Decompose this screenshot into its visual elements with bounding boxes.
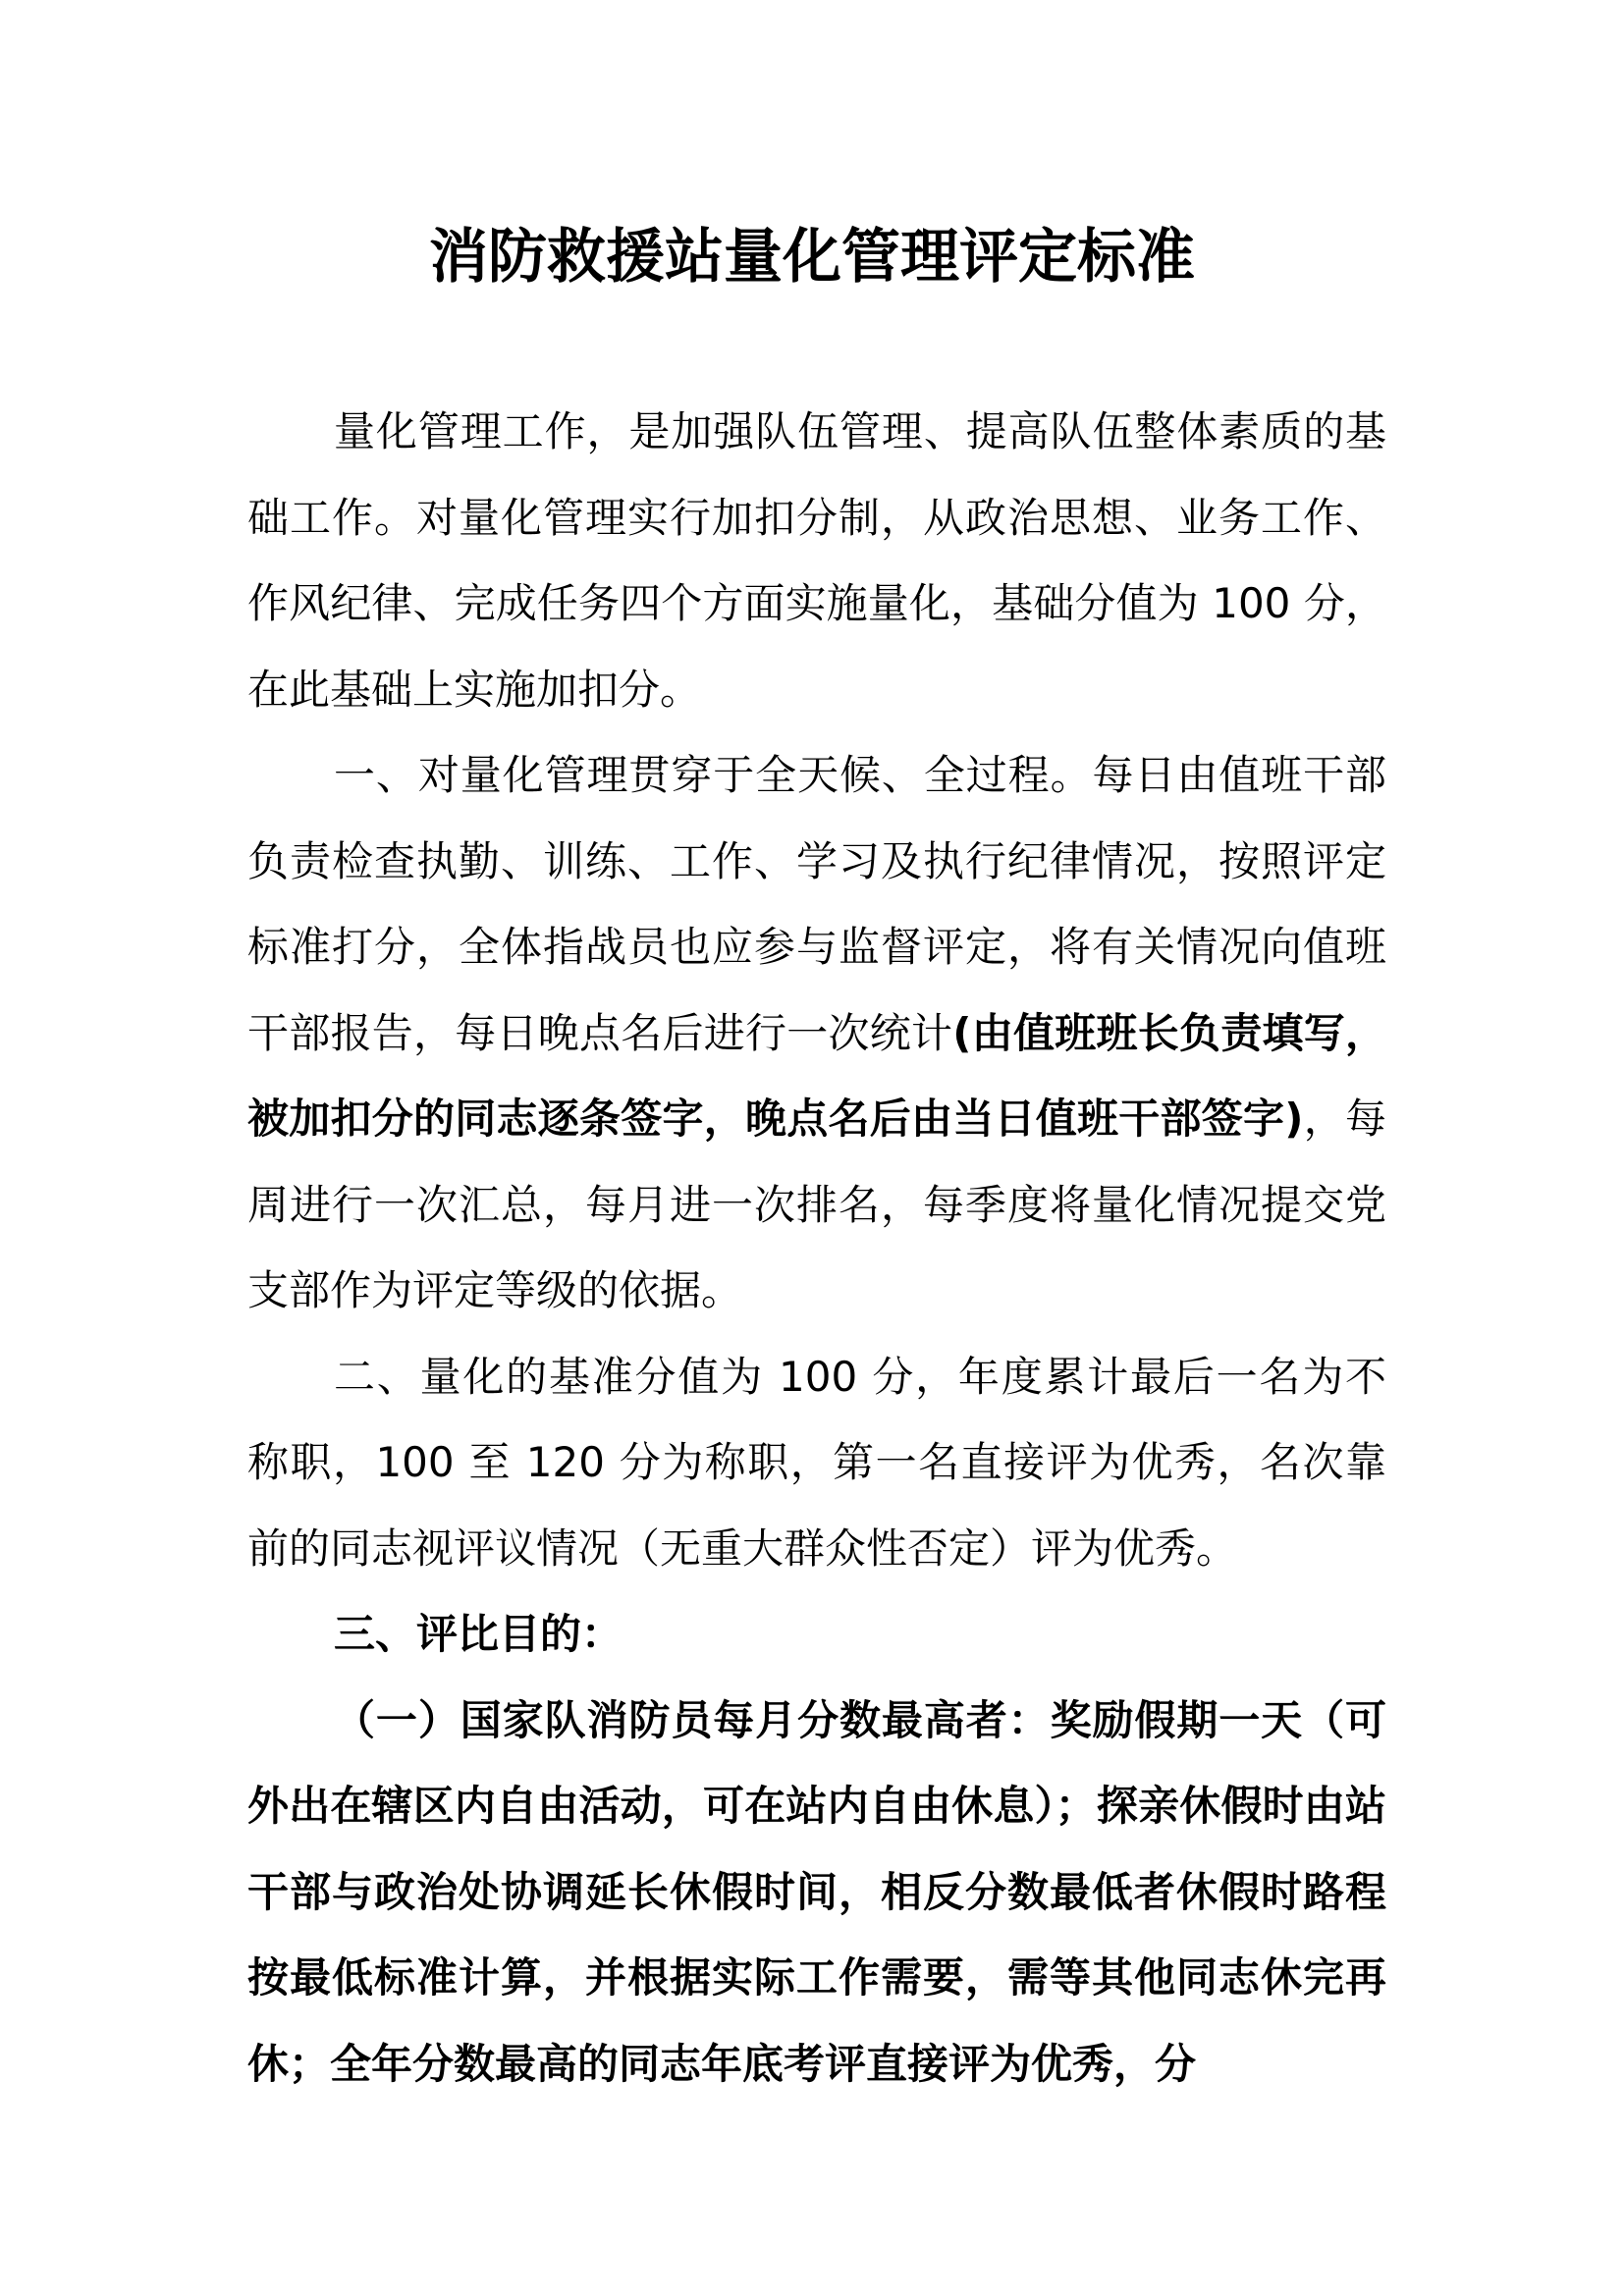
section-one-text-end: ，每周进行一次汇总，每月进一次排名，每季度将量化情况提交党支部作为评定等级的依据。 xyxy=(247,1095,1386,1314)
document-body xyxy=(247,389,1386,2107)
section-three-heading: 三、评比目的： xyxy=(334,1610,623,1658)
paragraph-section-two: 二、量化的基准分值为 100 分，年度累计最后一名为不称职，100 至 120 分为称职，第一名直接评为优秀，名次靠前的同志视评议情况（无重大群众性否定）评为优秀。 xyxy=(247,1352,1386,1573)
paragraph-intro: 量化管理工作，是加强队伍管理、提高队伍整体素质的基础工作。对量化管理实行加扣分制，从政治思想、业务工作、作风纪律、完成任务四个方面实施量化，基础分值为 100 分，在此基础上实施加扣分。 xyxy=(247,407,1386,714)
paragraph-subsection-one: （一）国家队消防员每月分数最高者：奖励假期一天（可外出在辖区内自由活动，可在站内自由休息）；探亲休假时由站干部与政治处协调延长休假时间，相反分数最低者休假时路程按最低标准计算，并根据实际工作需要，需等其他同志休完再休；全年分数最高的同志年底考评直接评为优秀，分 xyxy=(247,1695,1386,2088)
paragraph-section-one xyxy=(247,732,1386,1334)
section-one-text-start: 一、对量化管理贯穿于全天候、全过程。每日由值班干部负责检查执勤、训练、工作、学习及执行纪律情况，按照评定标准打分，全体指战员也应参与监督评定，将有关情况向值班干部报告，每日晚点名后进行一次统计 xyxy=(247,751,1386,1057)
section-one-bold-note: (由值班班长负责填写，被加扣分的同志逐条签字，晚点名后由当日值班干部签字) xyxy=(247,1008,1386,1143)
document-title: 消防救援站量化管理评定标准 xyxy=(429,223,1195,292)
